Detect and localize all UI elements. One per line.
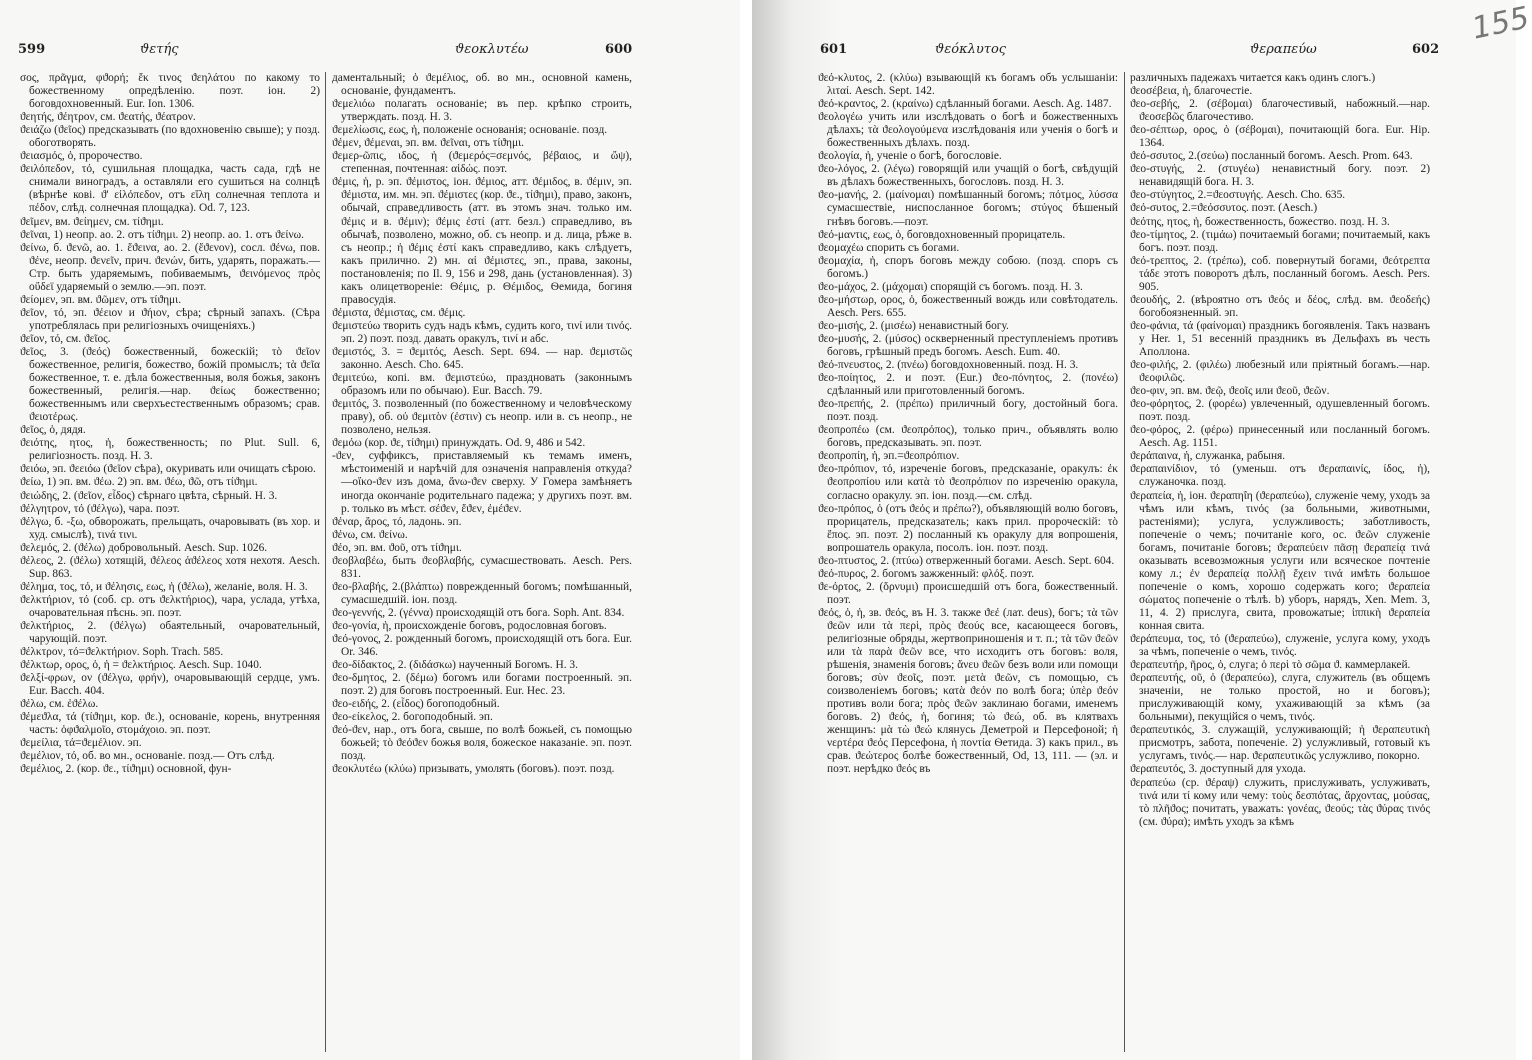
dictionary-entry: ϑεο-ποίητος, 2. и поэт. (Eur.) ϑεο-πόνητος, 2. (πονέω) сдѣланный или приготовленный богомъ. (818, 372, 1118, 398)
column-divider (1124, 72, 1125, 1052)
dictionary-entry: ϑεητής, ϑέητρον, см. ϑεατής, ϑέατρον. (20, 111, 196, 124)
dictionary-entry: ϑεο-μυσής, 2. (μύσος) оскверненный преступленіемъ противъ боговъ, грѣшный предъ богомъ. Aesch. Eum. 40. (818, 332, 1118, 358)
dictionary-entry: ϑεμείλια, τά=ϑεμέλιον. эп. (20, 737, 142, 750)
dictionary-entry: ϑεομαχία, ἡ, споръ боговъ между собою. (позд. споръ съ богомъ.) (818, 254, 1118, 280)
dictionary-entry: ϑελεμός, 2. (ϑέλω) добровольный. Aesch. Sup. 1026. (20, 541, 268, 554)
dictionary-entry: ϑεο-μισής, 2. (μισέω) ненавистный богу. (818, 319, 1009, 332)
dictionary-entry: ϑειάζω (ϑεῖος) предсказывать (по вдохновенію свыше); у позд. обоготворять. (20, 124, 320, 150)
dictionary-entry: ϑεο-τίμητος, 2. (τιμάω) почитаемый богами; почитаемый, какъ богъ. поэт. позд. (1130, 228, 1430, 254)
dictionary-column (818, 72, 1118, 1057)
dictionary-entry: ϑέλεος, 2. (ϑέλω) хотящій, ϑέλεος ἀϑέλεος хотя нехотя. Aesch. Sup. 863. (20, 554, 320, 580)
dictionary-entry: ϑείνω, б. ϑενῶ, ао. 1. ἔϑεινα, ао. 2. (ἔϑενον), сосл. ϑένω, пов. ϑένε, неопр. ϑενεῖν, прич. ϑενών, бить, ударять, поражать.—Стр. быть ударяемымъ, побиваемымъ, ϑεινόμενος πρὸς οὔδεϊ ударяемый о землю.—эп. поэт. (20, 241, 320, 293)
dictionary-entry: ϑεμέλιος, 2. (кор. ϑε., τίϑημι) основной, фун- (20, 763, 232, 776)
dictionary-entry: ϑεμιτεύω, копі. вм. ϑεμιστεύω, праздновать (законнымъ образомъ или по обычаю). Eur. Bacch. 79. (332, 372, 632, 398)
dictionary-entry: σος, πρᾶγμα, φϑορή; ἔκ τινος ϑεηλάτου по какому то божественному опредѣленію. поэт. іон. 2) боговдохновенный. Eur. Ion. 1306. (20, 72, 320, 111)
dictionary-entry: ϑεο-ειδής, 2. (εἶδος) богоподобный. (332, 698, 500, 711)
page-number: 601 (820, 42, 848, 57)
dictionary-entry: ϑεο-μάχος, 2. (μάχομαι) спорящій съ богомъ. позд. Н. 3. (818, 280, 1083, 293)
dictionary-entry: ϑεό-πνευστος, 2. (πνέω) боговдохновенный. позд. Н. 3. (818, 359, 1079, 372)
dictionary-entry: ϑεο-φιν, эп. вм. ϑεῷ, ϑεοῖς или ϑεοῦ, ϑεῶν. (1130, 385, 1330, 398)
dictionary-entry: ϑέναρ, ἄρος, τό, ладонь. эп. (332, 515, 462, 528)
dictionary-entry: ϑεῖον, τό, см. ϑεῖος. (20, 332, 111, 345)
dictionary-entry: ϑεο-μανής, 2. (μαίνομαι) помѣшанный богомъ; πότμος, λύσσα сумасшествіе, ниспосланное богомъ; στύγος бѣшеный гнѣвъ боговъ.—поэт. (818, 189, 1118, 228)
dictionary-entry: ϑεμιστεύω творить судъ надъ кѣмъ, судить кого, τινί или τινός. эп. 2) поэт. позд. давать оракулъ, τινί и абс. (332, 319, 632, 345)
handwritten-margin-note: 155 (1468, 0, 1532, 47)
dictionary-entry: ϑέλκτρον, τό=ϑελκτήριον. Soph. Trach. 585. (20, 646, 224, 659)
dictionary-entry: ϑεο-λόγος, 2. (λέγω) говорящій или учащій о богѣ, свѣдущій въ дѣлахъ божественныхъ, богословъ. позд. Н. 3. (818, 163, 1118, 189)
dictionary-entry: ϑεο-πρόπιον, τό, изреченіе боговъ, предсказаніе, оракулъ: ἐκ ϑεοπροπίου или κατὰ τὸ ϑεοπρόπιον по изреченію оракула, согласно оракулу. эп. іон. позд.—см. слѣд. (818, 463, 1118, 502)
book-gutter (740, 0, 752, 1060)
dictionary-entry: ϑελκτήριον, τό (соб. ср. отъ ϑελκτήριος), чара, услада, утѣха, очаровательная пѣснь. эп. поэт. (20, 593, 320, 619)
dictionary-entry: ϑεο-πρεπής, 2. (πρέπω) приличный богу, достойный бога. поэт. позд. (818, 398, 1118, 424)
dictionary-entry: ϑεο-φάνια, τά (φαίνομαι) праздникъ богоявленія. Такъ названъ у Her. 1, 51 весенній праздникъ въ Дельфахъ въ честь Аполлона. (1130, 319, 1430, 358)
dictionary-entry: ϑέμις, ἡ, р. эп. ϑέμιστος, іон. ϑέμιος, атт. ϑέμιδος, в. ϑέμιν, эп. ϑέμιστα, им. мн. эп. ϑέμιστες (кор. ϑε., τίϑημι), право, законъ, обычай, справедливость (атт. въ этомъ знач. только им. ϑέμις и в. ϑέμιν); ϑέμις ἐστί (атт. безл.) справедливо, въ обычаѣ, позволено, можно, об. съ неопр. и д. лица, рѣже в. съ неопр.; ἡ ϑέμις ἐστί какъ справедливо, какъ слѣдуетъ, какъ прилично. 2) мн. αἱ ϑέμιστες, эп., права, законы, постановленія; по Il. 9, 156 и 298, дань (установленная). 3) какъ олицетвореніе: Θέμις, р. Θέμιδος, Ѳемида, богиня правосудія. (332, 176, 632, 306)
dictionary-entry: ϑεό-τρεπτος, 2. (τρέπω), соб. повернутый богами, ϑεότρεπτα τάδε этотъ поворотъ дѣлъ, посланный богомъ. Aesch. Pers. 905. (1130, 254, 1430, 293)
dictionary-entry: ϑεό-κραντος, 2. (κραίνω) сдѣланный богами. Aesch. Ag. 1487. (818, 98, 1112, 111)
dictionary-entry: ϑειλόπεδον, τό, сушильная площадка, часть сада, гдѣ не снимали виноградъ, а оставляли его сушиться на солнцѣ (вѣрнѣе ковi. ϑ' εἰλόπεδον, отъ εἵλη солнечная теплота и πέδον, слѣд. солнечная площадка). Od. 7, 123. (20, 163, 320, 215)
dictionary-entry: ϑελκτήριος, 2. (ϑέλγω) обаятельный, очаровательный, чарующій. поэт. (20, 619, 320, 646)
dictionary-entry: ϑεολογέω учить или изслѣдовать о богѣ и божественныхъ дѣлахъ; τὰ ϑεολογούμενα изслѣдованія или ученія о богѣ и божественныхъ дѣлахъ. позд. (818, 111, 1118, 150)
dictionary-entry: ϑεουδής, 2. (вѣроятно отъ ϑεός и δέος, слѣд. вм. ϑεοδεής) богобоязненный. эп. (1130, 293, 1430, 319)
dictionary-entry: ϑεμερ-ῶπις, ιδος, ἡ (ϑεμερός=σεμνός, βέβαιος, и ὤψ), степенная, почтенная: αἰδώς. поэт. (332, 150, 632, 176)
dictionary-entry: ϑέμεν, ϑέμεναι, эп. вм. ϑεῖναι, отъ τίϑημι. (332, 137, 524, 150)
dictionary-entry: ϑεο-γεννής, 2. (γέννα) происходящій отъ бога. Soph. Ant. 834. (332, 606, 625, 619)
dictionary-entry: ϑειότης, ητος, ἡ, божественность; по Plut. Sull. 6, религіозность. позд. Н. 3. (20, 437, 320, 463)
dictionary-entry: ϑεοπροπίη, ἡ, эп.=ϑεοπρόπιον. (818, 450, 960, 463)
dictionary-entry: ϑεραπευτής, οῦ, ὁ (ϑεραπεύω), слуга, служитель (въ общемъ значеніи, не только простой, но и боговъ); прислуживающій кому, ухаживающій за кѣмъ (за больными), пекущійся о чемъ, τινός. (1130, 672, 1430, 724)
dictionary-entry: ϑεό-ϑεν, нар., отъ бога, свыше, по волѣ божьей, съ помощью божьей; τὸ ϑεόϑεν божья воля, божеское наказаніе. эп. поэт. позд. (332, 724, 632, 763)
dictionary-entry: ϑεραπευτός, 3. доступный для ухода. (1130, 763, 1306, 776)
dictionary-entry: ϑεο-πτυστος, 2. (πτύω) отверженный богами. Aesch. Sept. 604. (818, 554, 1115, 567)
dictionary-column (20, 72, 320, 1057)
column-divider (325, 72, 326, 1052)
dictionary-entry: ϑεολογία, ἡ, ученіе о богѣ, богословіе. (818, 150, 1002, 163)
dictionary-entry: ϑεῖον, τό, эп. ϑέειον и ϑήιον, сѣра; сѣрный запахъ. (Сѣра употреблялась при религіозныхъ очищеніяхъ.) (20, 306, 320, 332)
dictionary-entry: ϑεο-σέπτωρ, ορος, ὁ (σέβομαι), почитающій бога. Eur. Hip. 1364. (1130, 124, 1430, 150)
dictionary-entry: ϑεο-φιλής, 2. (φιλέω) любезный или пріятный богамъ.—нар. ϑεοφιλῶς. (1130, 359, 1430, 385)
dictionary-entry: ϑεότης, ητος, ἡ, божественность, божество. позд. Н. 3. (1130, 215, 1390, 228)
dictionary-entry: ϑεμελιόω полагать основаніе; въ пер. крѣпко строить, утверждать. позд. Н. 3. (332, 98, 632, 124)
dictionary-entry: ϑέλημα, τος, τό, и ϑέλησις, εως, ἡ (ϑέλω), желаніе, воля. Н. 3. (20, 580, 308, 593)
dictionary-entry: ϑεμελίωσις, εως, ἡ, положеніе основанія; основаніе. позд. (332, 124, 608, 137)
dictionary-entry: ϑεό-μαντις, εως, ὁ, боговдохновенный прорицатель. (818, 228, 1066, 241)
dictionary-entry: ϑένω, см. ϑείνω. (332, 528, 408, 541)
dictionary-entry: ϑεμόω (кор. ϑε, τίϑημι) принуждать. Od. 9, 486 и 542. (332, 437, 586, 450)
dictionary-entry: ϑεο-δίδακτος, 2. (διδάσκω) наученный Богомъ. Н. 3. (332, 659, 578, 672)
running-head: ϑεραπεύω (1250, 42, 1317, 57)
dictionary-entry: ϑεο-στυγής, 2. (στυγέω) ненавистный богу. поэт. 2) ненавидящій бога. Н. 3. (1130, 163, 1430, 189)
dictionary-entry: ϑεοσέβεια, ἡ, благочестіе. (1130, 85, 1253, 98)
dictionary-entry: ϑεο-φόρητος, 2. (φορέω) увлеченный, одушевленный богомъ. поэт. позд. (1130, 398, 1430, 424)
dictionary-entry: ϑεο-γονία, ἡ, происхожденіе боговъ, родословная боговъ. (332, 619, 607, 632)
dictionary-entry: ϑεῖμεν, вм. ϑείημεν, см. τίϑημι. (20, 215, 164, 228)
dictionary-entry: ϑειασμός, ὁ, пророчество. (20, 150, 143, 163)
dictionary-column (332, 72, 632, 1057)
dictionary-entry: ϑεραπαινίδιον, τό (уменьш. отъ ϑεραπαινίς, ίδος, ἡ), служаночка. позд. (1130, 463, 1430, 489)
dictionary-entry: ϑεῖος, 3. (ϑεός) божественный, божескій; τὸ ϑεῖον божественное, религія, божество, божій промыслъ; τὰ ϑεῖα божественное, т. е. дѣла божественныя, воля божья, законъ божественный, религія.—нар. ϑείως божественно; божественнымъ или сверхъестественнымъ образомъ; срав. ϑειοτέρως. (20, 345, 320, 424)
dictionary-entry: ϑέλγητρον, τό (ϑέλγω), чара. поэт. (20, 502, 180, 515)
dictionary-entry: даментальный; ὁ ϑεμέλιος, об. во мн., основной камень, основаніе, фундаментъ. (332, 72, 632, 98)
dictionary-column (1130, 72, 1430, 1057)
dictionary-entry: ϑέλκτωρ, ορος, ὁ, ἡ = ϑελκτήριος. Aesch. Sup. 1040. (20, 659, 262, 672)
page-number: 599 (18, 42, 46, 57)
dictionary-entry: ϑεο-είκελος, 2. богоподобный. эп. (332, 711, 493, 724)
dictionary-entry: ϑεό-σσυτος, 2.(σεύω) посланный богомъ. Aesch. Prom. 643. (1130, 150, 1413, 163)
dictionary-entry: ϑεῖναι, 1) неопр. ао. 2. отъ τίϑημι. 2) неопр. ао. 1. отъ ϑείνω. (20, 228, 304, 241)
dictionary-entry: ϑέμεϑλα, τά (τίϑημι, кор. ϑε.), основаніе, корень, внутренняя часть: ὀφϑαλμοῖο, στομάχοιο. эп. поэт. (20, 711, 320, 737)
dictionary-entry: ϑέμιστα, ϑέμιστας, см. ϑέμις. (332, 306, 466, 319)
dictionary-entry: ϑεμιστός, 3. = ϑεμιτός, Aesch. Sept. 694. — нар. ϑεμιστῶς законно. Aesch. Cho. 645. (332, 345, 632, 372)
dictionary-entry: -ϑεν, суффиксъ, приставляемый къ темамъ именъ, мѣстоименій и нарѣчій для означенія направленія откуда?—οἴκο-ϑεν изъ дома, ἄνω-ϑεν сверху. У Гомера замѣняетъ иногда окончаніе родительнаго падежа; у другихъ поэт. вм. р. только въ мѣст. σέϑεν, ἔϑεν, ἐμέϑεν. (332, 450, 632, 515)
dictionary-entry: различныхъ падежахъ читается какъ одинъ слогъ.) (1130, 72, 1376, 84)
dictionary-entry: ϑεο-μήστωρ, ορος, ὁ, божественный вождь или совѣтодатель. Aesch. Pers. 655. (818, 293, 1118, 319)
dictionary-entry: ϑεράπευμα, τος, τό (ϑεραπεύω), служеніе, услуга кому, уходъ за чѣмъ, попеченіе о чемъ, τινός. (1130, 633, 1430, 659)
dictionary-entry: ϑειόω, эп. ϑεειόω (ϑεῖον сѣра), окуривать или очищать сѣрою. (20, 463, 316, 476)
dictionary-entry: ϑελξί-φρων, ον (ϑέλγω, φρήν), очаровывающій сердце, умъ. Eur. Bacch. 404. (20, 672, 320, 698)
dictionary-entry: ϑέο, эп. вм. ϑοῦ, отъ τίϑημι. (332, 541, 462, 554)
dictionary-entry: ϑεό-πυρος, 2. богомъ зажженный: φλόξ. поэт. (818, 567, 1035, 580)
dictionary-entry: ϑεο-στύγητος, 2.=ϑεοστυγής. Aesch. Cho. 635. (1130, 189, 1346, 202)
dictionary-entry: ϑε-όρτος, 2. (ὄρνυμι) происшедшій отъ бога, божественный. поэт. (818, 580, 1118, 606)
dictionary-entry: ϑεοπροπέω (см. ϑεοπρόπος), только прич., объявлять волю боговъ, предсказывать. эп. поэт. (818, 424, 1118, 450)
page-number: 602 (1412, 42, 1440, 57)
dictionary-entry: ϑεό-κλυτος, 2. (κλύω) взывающій къ богамъ объ услышаніи: λιταί. Aesch. Sept. 142. (818, 72, 1118, 98)
dictionary-entry: ϑεοβλαβέω, быть ϑεοβλαβής, сумасшествовать. Aesch. Pers. 831. (332, 554, 632, 580)
dictionary-entry: ϑεο-σεβής, 2. (σέβομαι) благочестивый, набожный.—нар. ϑεοσεβῶς благочестиво. (1130, 98, 1430, 124)
dictionary-entry: ϑεραπεύω (ср. ϑέραψ) служить, прислуживать, услуживать, τινά или τί кому или чему: τοὺς δεσπότας, ἄρχοντας, μούσας, τὸ πλῆϑος; почитать, уважать: γονέας, ϑεούς; τὰς ϑύρας τινός (см. ϑύρα); имѣть уходъ за кѣмъ (1130, 776, 1430, 828)
dictionary-entry: ϑεό-γονος, 2. рожденный богомъ, происходящій отъ бога. Eur. Or. 346. (332, 633, 632, 659)
dictionary-entry: ϑέλγω, б. -ξω, обворожать, прельщать, очаровывать (въ хор. и худ. смыслѣ), τινά τινι. (20, 515, 320, 541)
dictionary-entry: ϑεο-δμητος, 2. (δέμω) богомъ или богами построенный. эп. поэт. 2) для боговъ построенный. Eur. Hec. 23. (332, 672, 632, 698)
dictionary-entry: ϑεοκλυτέω (κλύω) призывать, умолять (боговъ). поэт. позд. (332, 763, 615, 776)
dictionary-entry: ϑεός, ὁ, ἡ, зв. ϑεός, въ Н. 3. также ϑεέ (лат. deus), богъ; τὰ τῶν ϑεῶν или τὰ περὶ, πρὸς ϑεούς все, касающееся боговъ, религіозные обряды, жертвоприношенія и т. п.; τὰ τῶν ϑεῶν или τὰ παρὰ ϑεῶν все, что исходитъ отъ боговъ: воля, рѣшенія, знаменія боговъ; ἄνευ ϑεῶν безъ воли или помощи боговъ; σὺν ϑεοῖς, поэт. μετὰ ϑεῶν, съ помощью, съ соизволеніемъ боговъ; κατὰ ϑεόν по волѣ бога; ὑπὲρ ϑεόν противъ воли бога; πρὸς ϑεῶν заклинаю богами, именемъ боговъ. 2) ϑεός, ἡ, богиня; τὼ ϑεώ, об. въ клятвахъ женщинъ: μὰ τὼ ϑεώ клянусь Деметрой и Персефоной; ἡ νερτέρα ϑεός Персефона, ἡ ποντία Ѳетида. 3) какъ прил., въ срав. ϑεώτερος болѣе божественный, Od, 13, 111. — (эл. и поэт. нерѣдко ϑεός въ (818, 606, 1118, 776)
dictionary-entry: ϑεο-βλαβής, 2.(βλάπτω) поврежденный богомъ; помѣшанный, сумасшедшій. іон. позд. (332, 580, 632, 606)
dictionary-entry: ϑεραπευτικός, 3. служащій, услуживающій; ἡ ϑεραπευτικὴ присмотръ, забота, попеченіе. 2) услужливый, готовый къ услугамъ, τινός.— нар. ϑεραπευτικῶς услужливо, покорно. (1130, 724, 1430, 763)
running-head: ϑεοκλυτέω (455, 42, 529, 57)
dictionary-entry: ϑειώδης, 2. (ϑεῖον, εἶδος) сѣрнаго цвѣта, сѣрный. Н. 3. (20, 489, 278, 502)
running-head: ϑεόκλυτος (935, 42, 1007, 57)
dictionary-entry: ϑεό-συτος, 2.=ϑεόσσυτος. поэт. (Aesch.) (1130, 202, 1318, 215)
dictionary-entry: ϑεο-φόρος, 2. (φέρω) принесенный или посланный богомъ. Aesch. Ag. 1151. (1130, 424, 1430, 450)
dictionary-entry: ϑείω, 1) эп. вм. ϑέω. 2) эп. вм. ϑέω, ϑῶ, отъ τίϑημι. (20, 476, 258, 489)
dictionary-entry: ϑείομεν, эп. вм. ϑῶμεν, отъ τίϑημι. (20, 293, 182, 306)
dictionary-entry: ϑεμέλιον, τό, об. во мн., основаніе. позд.— Отъ слѣд. (20, 750, 275, 763)
dictionary-entry: ϑεο-πρόπος, ὁ (отъ ϑεός и πρέπω?), объявляющій волю боговъ, прорицатель, предсказатель; какъ прил. пророческій: τὸ ἔπος. эп. поэт. 2) посланный къ оракулу для вопрошенія, вопрошатель оракула, посолъ. іон. поэт. позд. (818, 502, 1118, 554)
dictionary-entry: ϑεραπεία, ἡ, іон. ϑεραπηΐη (ϑεραπεύω), служеніе чему, уходъ за чѣмъ или кѣмъ, τινός (за больными, животными, растеніями); услуга, услужливость; заботливость, попеченіе о чемъ; почитаніе кого, ос. ϑεῶν служеніе богамъ, почитаніе боговъ; ϑεραπεύειν πᾶσῃ ϑεραπείᾳ τινά оказывать всевозможныя услуги или всяческое почтеніе кому л.; ἐν ϑεραπείᾳ πολλῇ ἔχειν τινά имѣть большое попеченіе о комъ, хорошо содержать кого; ϑεραπεία σώματος попеченіе о тѣлѣ. b) уборъ, нарядъ, Xen. Mem. 3, 11, 4. 2) прислуга, свита, провожатые; ἱππικὴ ϑεραπεία конная свита. (1130, 489, 1430, 632)
dictionary-entry: ϑεραπευτήρ, ῆρος, ὁ, слуга; ὁ περὶ τὸ σῶμα ϑ. каммерлакей. (1130, 659, 1411, 672)
dictionary-entry: ϑεομαχέω спорить съ богами. (818, 241, 960, 254)
dictionary-entry: ϑεμιτός, 3. позволенный (по божественному и человѣческому праву), об. οὐ ϑεμιτὸν (ἐστιν) съ неопр. или в. съ неопр., не позволено, нельзя. (332, 398, 632, 437)
dictionary-entry: ϑέλω, см. ἐϑέλω. (20, 698, 99, 711)
page-number: 600 (605, 42, 633, 57)
running-head: ϑετής (140, 42, 179, 57)
dictionary-entry: ϑεράπαινα, ἡ, служанка, рабыня. (1130, 450, 1286, 463)
dictionary-entry: ϑεῖος, ὁ, дядя. (20, 424, 86, 437)
